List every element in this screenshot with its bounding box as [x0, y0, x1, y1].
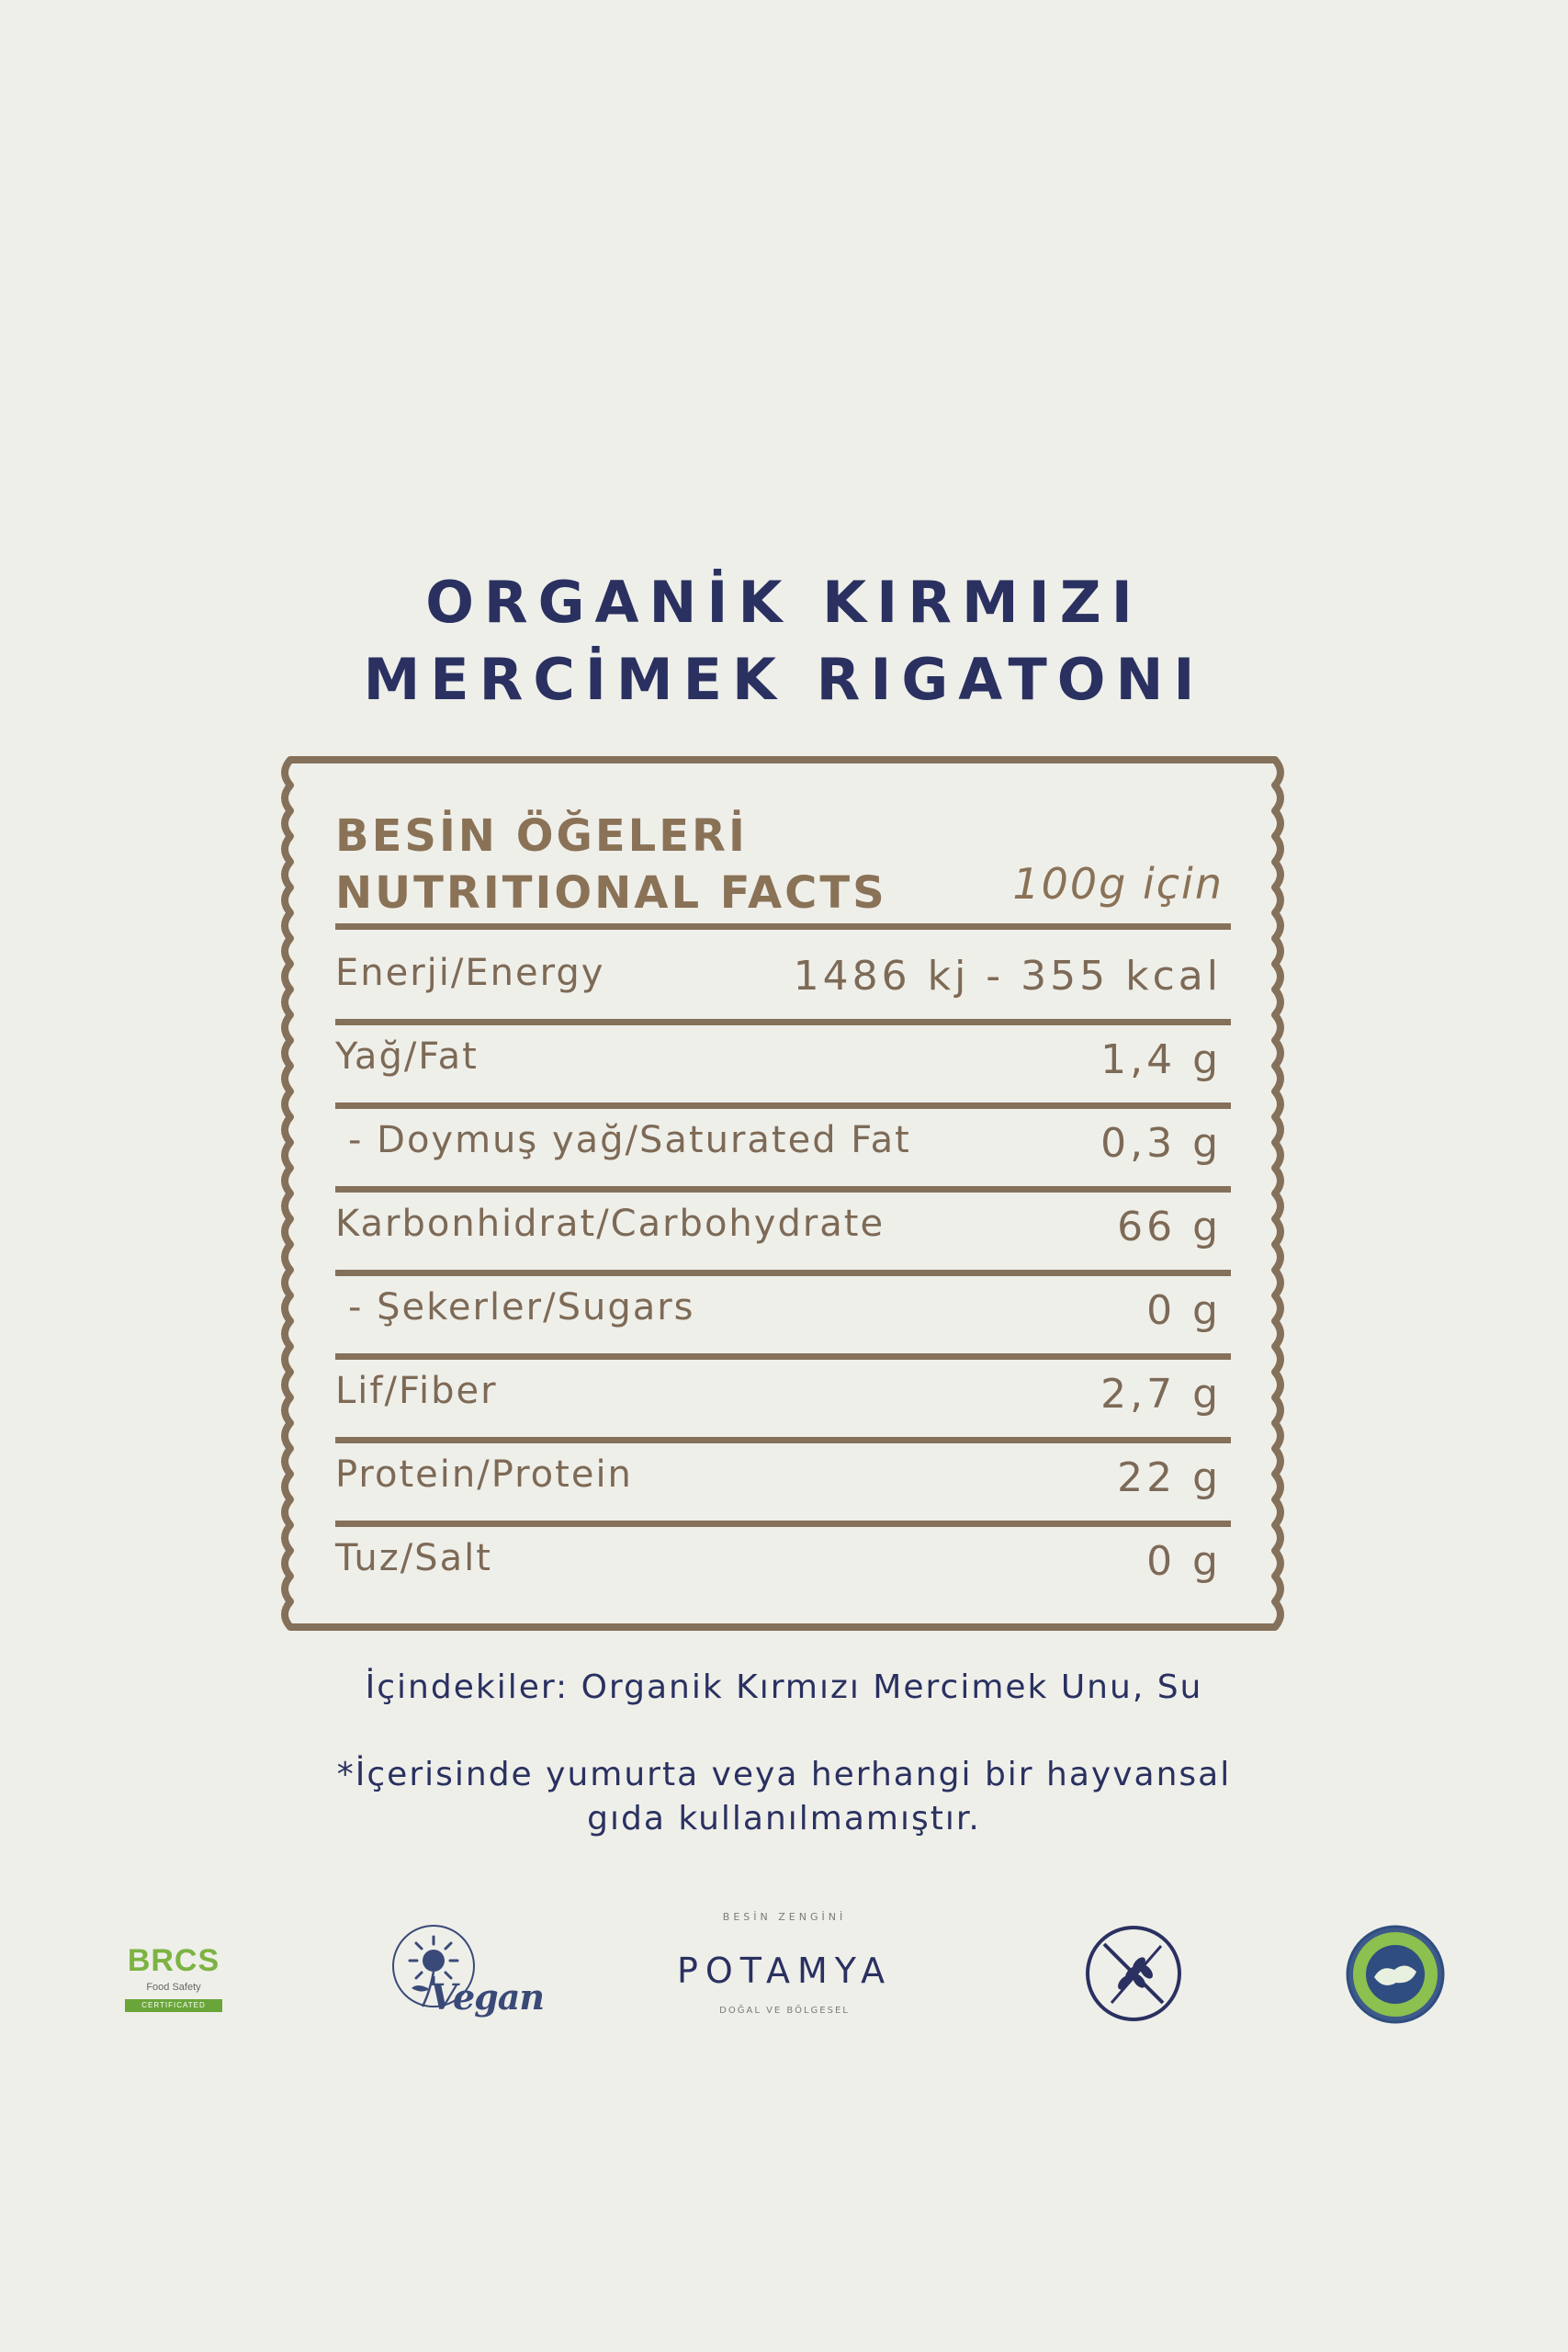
row-value: 1,4 g [1100, 1036, 1222, 1083]
organic-tarim-seal-icon [1345, 1924, 1446, 2025]
per-100g-label: 100g için [1012, 859, 1224, 909]
row-value: 0 g [1146, 1538, 1222, 1585]
row-label: Protein/Protein [335, 1453, 633, 1496]
vegan-word: Vegan [430, 1976, 544, 2018]
organic-seal-logo [1345, 1924, 1446, 2025]
gluten-free-icon [1084, 1924, 1183, 2023]
brcs-certificated-bar: CERTIFICATED [125, 1999, 222, 2012]
nutrition-row-energy [335, 935, 1231, 1018]
brcs-logo [123, 1942, 224, 2019]
nutrition-row-protein [335, 1437, 1231, 1520]
row-value: 0,3 g [1100, 1120, 1222, 1167]
ingredients-text: İçindekiler: Organik Kırmızı Mercimek Unu, Su [365, 1668, 1203, 1706]
row-label: Karbonhidrat/Carbohydrate [335, 1203, 886, 1245]
row-value: 66 g [1117, 1204, 1222, 1250]
vegan-note-line1: *İçerisinde yumurta veya herhangi bir hayvansal [336, 1756, 1232, 1793]
row-value: 1486 kj - 355 kcal [793, 953, 1222, 1000]
row-label: Yağ/Fat [335, 1035, 479, 1078]
brcs-word: BRCS [127, 1943, 220, 1978]
vegan-logo [386, 1924, 544, 2034]
nutrition-heading-en: NUTRITIONAL FACTS [335, 867, 887, 919]
nutrition-row-carbohydrate [335, 1186, 1231, 1269]
product-title-line1: ORGANİK KIRMIZI [425, 569, 1143, 636]
brcs-subtitle: Food Safety [146, 1982, 201, 1993]
product-title-line2: MERCİMEK RIGATONI [363, 646, 1205, 713]
nutrition-row-fat [335, 1019, 1231, 1102]
potamya-logo [643, 1902, 926, 2030]
row-label: Tuz/Salt [335, 1537, 492, 1579]
gluten-free-logo [1084, 1924, 1183, 2023]
row-label: - Doymuş yağ/Saturated Fat [348, 1119, 911, 1161]
row-label: Enerji/Energy [335, 952, 605, 994]
nutrition-row-sugars [335, 1270, 1231, 1352]
potamya-tagline-bottom: DOĞAL VE BÖLGESEL [719, 2006, 850, 2016]
row-value: 0 g [1146, 1287, 1222, 1334]
potamya-brand: POTAMYA [676, 1951, 893, 1991]
row-label: Lif/Fiber [335, 1370, 498, 1412]
row-value: 22 g [1117, 1454, 1222, 1501]
row-value: 2,7 g [1100, 1371, 1222, 1418]
nutrition-row-salt [335, 1521, 1231, 1603]
nutrition-row-fiber [335, 1353, 1231, 1436]
vegan-note-line2: gıda kullanılmamıştır. [587, 1800, 981, 1838]
table-divider [335, 923, 1231, 930]
row-label: - Şekerler/Sugars [348, 1286, 695, 1329]
nutrition-row-saturated-fat [335, 1102, 1231, 1185]
potamya-tagline-top: BESİN ZENGİNİ [722, 1911, 847, 1923]
nutrition-heading-tr: BESİN ÖĞELERİ [335, 810, 748, 862]
